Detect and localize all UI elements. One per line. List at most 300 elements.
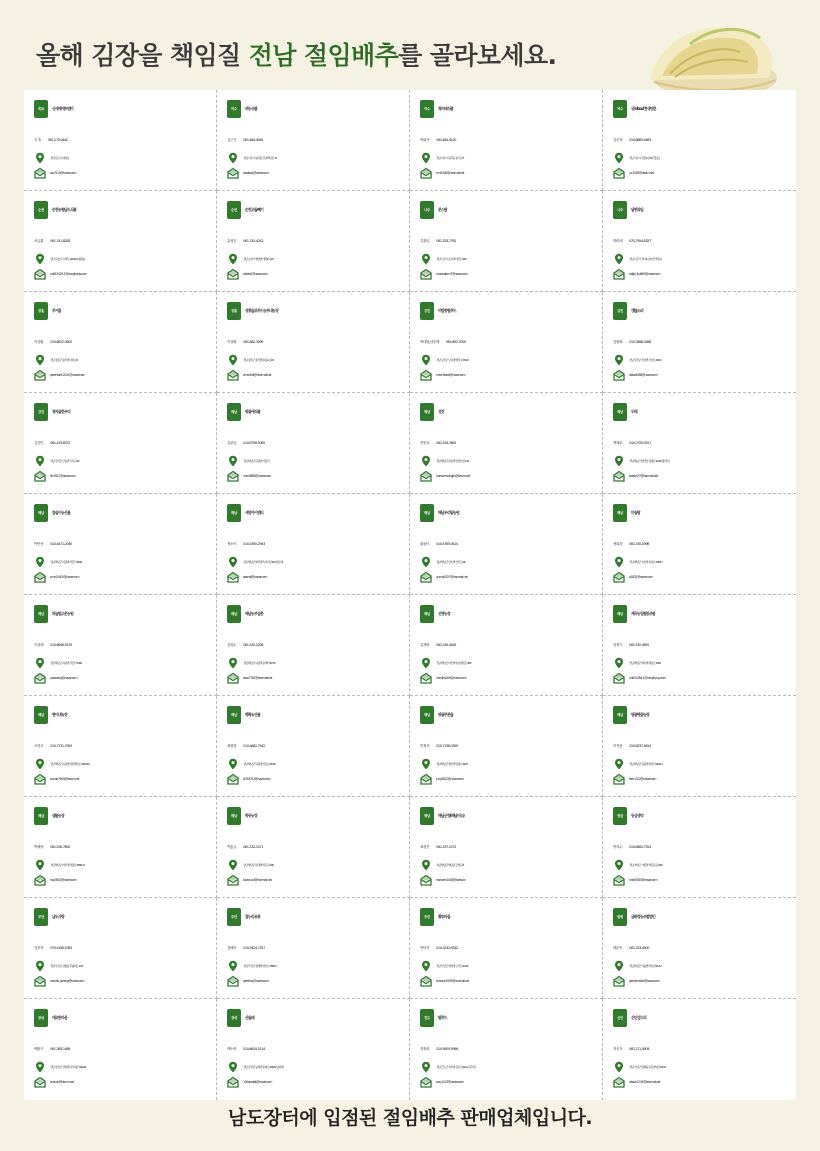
region-badge: 해남 xyxy=(227,504,241,522)
location-pin-icon xyxy=(613,657,625,669)
vendor-address-row xyxy=(34,960,216,972)
email-icon xyxy=(34,874,46,886)
email-icon xyxy=(613,773,625,785)
email-icon xyxy=(613,369,625,381)
vendor-address: 전남 해남군 북평면 서홍리 1619 xyxy=(50,560,82,564)
vendor-email[interactable]: daljjin_fruit89@naver.com xyxy=(629,272,661,276)
vendor-name: 참살이농산물 xyxy=(51,510,71,515)
vendor-contact xyxy=(227,836,409,851)
vendor-title-row xyxy=(227,503,409,523)
contact-person: 백소연 xyxy=(227,1047,237,1051)
phone-number[interactable]: 010-2755-9317 xyxy=(629,441,651,445)
location-pin-icon xyxy=(613,960,625,972)
vendor-address-row xyxy=(34,253,216,265)
vendor-card xyxy=(603,797,796,898)
vendor-email[interactable]: ys-4555@daum.net xyxy=(629,171,654,175)
email-icon xyxy=(420,874,432,886)
vendor-email[interactable]: cml9100@hanmail.net xyxy=(436,171,465,175)
vendor-email[interactable]: ecohan@daum.net xyxy=(50,1080,74,1084)
vendor-name: 팜푸드 xyxy=(437,1015,447,1020)
vendor-email-row xyxy=(34,167,216,179)
vendor-email[interactable]: haenam1004@korea.kr xyxy=(436,878,466,882)
vendor-title-row xyxy=(420,301,602,321)
email-icon xyxy=(227,672,239,684)
email-icon xyxy=(34,268,46,280)
vendor-name: 장흥슬로푸드농부네농장 xyxy=(244,308,279,313)
location-pin-icon xyxy=(613,859,625,871)
vendor-email[interactable]: klh7812@naver.com xyxy=(50,474,76,478)
region-badge: 해남 xyxy=(613,605,627,623)
vendor-card xyxy=(603,292,796,393)
phone-number[interactable]: 061-644-4545 xyxy=(243,138,264,142)
vendor-address: 전남 무안군 청계면 영산로 1893-7 xyxy=(243,964,277,968)
vendor-card xyxy=(24,595,217,696)
phone-number[interactable]: 010-8665-4463 xyxy=(629,138,651,142)
region-badge: 진도 xyxy=(420,1009,434,1027)
email-icon xyxy=(613,470,625,482)
phone-number[interactable]: 061-745-4242 xyxy=(243,239,264,243)
vendor-name: 순천농협남도식품 xyxy=(51,207,77,212)
phone-number[interactable]: 061-532-5891 xyxy=(629,643,650,647)
phone-number[interactable]: 061-741-8283 xyxy=(50,239,71,243)
headline-part2: 를 골라보세요. xyxy=(398,41,557,70)
phone-number[interactable]: 061-862-3999 xyxy=(243,340,264,344)
vendor-address: 전남 순천시 별량면 개랭1길 23 xyxy=(243,257,274,261)
phone-number[interactable]: 061-273-0442 xyxy=(47,138,68,142)
email-icon xyxy=(227,975,239,987)
location-pin-icon xyxy=(420,354,432,366)
vendor-email-row xyxy=(420,571,602,583)
vendor-email[interactable]: soso7787@hanmail.net xyxy=(243,676,273,680)
vendor-name: 미실팜 xyxy=(630,510,640,515)
vendor-email-row xyxy=(227,268,409,280)
vendor-name: 귀농식품 xyxy=(244,106,257,111)
region-badge: 해남 xyxy=(613,504,627,522)
vendor-email[interactable]: geekhw@naver.com xyxy=(243,979,269,983)
email-icon xyxy=(34,167,46,179)
location-pin-icon xyxy=(613,354,625,366)
vendor-email-row xyxy=(420,975,602,987)
vendor-email[interactable]: pms20400@naver.com xyxy=(50,575,80,579)
vendor-contact xyxy=(420,331,602,346)
vendor-name: 선영농장 xyxy=(437,611,450,616)
vendor-email-row xyxy=(34,1076,216,1088)
phone-number[interactable]: 070-4156-5353 xyxy=(50,946,72,950)
vendor-email[interactable]: nh631084-1@nonghyup.com xyxy=(629,676,666,680)
vendor-address: 전남 해남군 옥천면 옥천로 290-17 xyxy=(629,560,663,564)
vendor-card xyxy=(217,595,410,696)
vendor-name: 에코한마음 xyxy=(51,1015,67,1020)
phone-number[interactable]: 061-323-4500 xyxy=(629,946,650,950)
vendor-name: 땅끝햇살농장 xyxy=(630,712,650,717)
vendor-email[interactable]: haenamsungjin@daum.net xyxy=(436,474,470,478)
vendor-title-row xyxy=(227,604,409,624)
vendor-name: 청자골한우리 xyxy=(51,409,71,414)
footer-note: 남도장터에 입점된 절임배추 판매업체입니다. xyxy=(227,1107,593,1129)
phone-number[interactable]: 010-4471-2040 xyxy=(50,542,72,546)
location-pin-icon xyxy=(227,354,239,366)
vendor-address-row xyxy=(34,657,216,669)
location-pin-icon xyxy=(227,960,239,972)
vendor-address-row xyxy=(227,960,409,972)
location-pin-icon xyxy=(227,758,239,770)
location-pin-icon xyxy=(420,758,432,770)
vendor-email-row xyxy=(34,672,216,684)
contact-person: 김순정 xyxy=(613,138,623,142)
vendor-address-row xyxy=(34,455,216,467)
region-badge: 강진 xyxy=(613,302,627,320)
vendor-title-row xyxy=(227,705,409,725)
region-badge: 해남 xyxy=(34,504,48,522)
vendor-card xyxy=(24,797,217,898)
vendor-email-row xyxy=(613,975,796,987)
vendor-email[interactable]: leek1022@naver.com xyxy=(629,777,657,781)
vendor-address: 전남 해남군 화산면 흑석리길 84 (석호리) xyxy=(243,560,283,564)
phone-number[interactable]: 061-534-7661 xyxy=(436,441,457,445)
vendor-title-row xyxy=(613,806,796,826)
phone-number[interactable]: 010-3588-4588 xyxy=(629,340,651,344)
vendor-card xyxy=(24,494,217,595)
phone-number[interactable]: 061-532-2208 xyxy=(243,643,264,647)
vendor-email-row xyxy=(227,369,409,381)
vendor-email-row xyxy=(613,672,796,684)
vendor-card xyxy=(217,999,410,1100)
vendor-address-row xyxy=(420,152,602,164)
location-pin-icon xyxy=(613,1061,625,1073)
headline-highlight: 전남 절임배추 xyxy=(248,41,399,70)
vendor-email[interactable]: p1832@naver.com xyxy=(629,575,653,579)
vendor-email[interactable]: namdo_sarang@naver.com xyxy=(50,979,85,983)
vendor-title-row xyxy=(227,99,409,119)
vendor-address: 전남 해남군 마산면 명량로 2569-17 xyxy=(50,863,85,867)
phone-number[interactable]: 061-892-7000 xyxy=(445,340,466,344)
phone-number[interactable]: 061-535-0098 xyxy=(629,542,650,546)
vendor-address: 전남 해남군 마산면 원호맹진로 365 xyxy=(436,661,471,665)
phone-number[interactable]: 070-7954-8327 xyxy=(629,239,651,243)
location-pin-icon xyxy=(227,859,239,871)
phone-number[interactable]: 010-6610-5114 xyxy=(243,1047,265,1051)
vendor-email-row xyxy=(227,571,409,583)
vendor-address-row xyxy=(613,354,796,366)
contact-person: 강혜욱 xyxy=(227,946,237,950)
vendor-email-row xyxy=(613,1076,796,1088)
vendor-address-row xyxy=(227,556,409,568)
email-icon xyxy=(420,268,432,280)
vendor-email[interactable]: baekjh77@hanmail.net xyxy=(629,474,658,478)
phone-number[interactable]: 061-535-7652 xyxy=(50,845,71,849)
vendor-card xyxy=(410,595,603,696)
email-icon xyxy=(34,571,46,583)
vendor-email[interactable]: hsg7652@naver.com xyxy=(50,878,77,882)
vendor-email[interactable]: powoong@naver.com xyxy=(50,676,78,680)
vendor-title-row xyxy=(613,301,796,321)
vendor-title-row xyxy=(227,907,409,927)
vendor-title-row xyxy=(420,200,602,220)
vendor-contact xyxy=(420,1038,602,1053)
vendor-contact xyxy=(420,937,602,952)
vendor-title-row xyxy=(613,705,796,725)
vendor-email-row xyxy=(227,773,409,785)
contact-person: 황윤미 xyxy=(420,542,430,546)
vendor-address-row xyxy=(420,758,602,770)
contact-person: 김근숙 xyxy=(227,138,237,142)
vendor-email-row xyxy=(613,268,796,280)
phone-number[interactable]: 061-433-6572 xyxy=(50,441,71,445)
vendor-card xyxy=(410,393,603,494)
vendor-email[interactable]: wlswk1234@hanmail.net xyxy=(629,1080,661,1084)
vendor-card xyxy=(603,898,796,999)
vendor-card xyxy=(217,191,410,292)
phone-number[interactable]: 010-5609-5956 xyxy=(436,1047,458,1051)
headline-part1: 올해 김장을 책임질 xyxy=(36,41,249,70)
location-pin-icon xyxy=(227,152,239,164)
vendor-email[interactable]: zmedical@hanmail.net xyxy=(243,373,272,377)
vendor-address-row xyxy=(34,556,216,568)
vendor-card xyxy=(24,191,217,292)
contact-person: 유성진 xyxy=(227,239,237,243)
vendor-card xyxy=(217,494,410,595)
phone-number[interactable]: 010-5350-2943 xyxy=(243,542,265,546)
contact-person: 공 홀 xyxy=(34,138,41,142)
vendor-title-row xyxy=(34,705,216,725)
phone-number[interactable]: 061-644-9100 xyxy=(436,138,457,142)
contact-person: 정소이 xyxy=(227,542,237,546)
vendor-email[interactable]: mjm0880@naver.com xyxy=(243,474,271,478)
phone-number[interactable]: 061-537-1472 xyxy=(436,845,457,849)
vendor-card xyxy=(410,898,603,999)
email-icon xyxy=(34,369,46,381)
vendor-email[interactable]: j5353332@naver.com xyxy=(243,777,271,781)
contact-person: 민정현 xyxy=(420,744,430,748)
vendor-grid xyxy=(24,90,796,1100)
vendor-contact xyxy=(420,735,602,750)
vendor-email-row xyxy=(227,167,409,179)
email-icon xyxy=(34,1076,46,1088)
location-pin-icon xyxy=(613,455,625,467)
vendor-contact xyxy=(227,230,409,245)
email-icon xyxy=(613,268,625,280)
vendor-name: 신안섬드리 xyxy=(630,1015,646,1020)
vendor-contact xyxy=(420,230,602,245)
vendor-address-row xyxy=(613,859,796,871)
region-badge: 장성 xyxy=(34,1009,48,1027)
vendor-card xyxy=(410,999,603,1100)
vendor-email-row xyxy=(613,773,796,785)
vendor-email[interactable]: bory1023@naver.com xyxy=(436,1080,464,1084)
vendor-email[interactable]: jung3622@naver.com xyxy=(436,777,464,781)
vendor-address: 전남 여수시 만흥2길 9 (만흥동) xyxy=(629,156,660,160)
vendor-address: 전남 해남군 산이면 진산길 18 xyxy=(436,560,466,564)
email-icon xyxy=(34,672,46,684)
email-icon xyxy=(613,1076,625,1088)
contact-person: 이상환 xyxy=(227,340,237,344)
phone-number[interactable]: 010-4662-7542 xyxy=(243,744,265,748)
vendor-email[interactable]: bondo7955@daum.net xyxy=(50,777,80,781)
vendor-address: 전남 강진군 도암면 해강로 653-9 xyxy=(436,358,469,362)
vendor-name: 달찐과일 xyxy=(630,207,643,212)
vendor-email[interactable]: bluecucci@hanmail.net xyxy=(243,878,272,882)
vendor-address-row xyxy=(613,657,796,669)
phone-number[interactable]: 010-8756-5065 xyxy=(243,441,265,445)
vendor-email[interactable]: 100qoraltjs@naver.com xyxy=(243,1080,273,1084)
vendor-email[interactable]: gkdntmwkd@naver.com xyxy=(629,979,660,983)
contact-person: 김량희 xyxy=(613,340,623,344)
phone-number[interactable]: 010-6237-5614 xyxy=(629,744,651,748)
vendor-email[interactable]: miramfood@naver.com xyxy=(436,373,466,377)
vendor-card xyxy=(603,595,796,696)
vendor-contact xyxy=(34,836,216,851)
vendor-title-row xyxy=(227,1008,409,1028)
contact-person: 안종옥 xyxy=(420,441,430,445)
contact-person: 백완기 xyxy=(34,1047,44,1051)
vendor-address: 전남 여수시 돌산읍 강남해안로 31 xyxy=(243,156,277,160)
headline xyxy=(36,36,556,72)
vendor-contact xyxy=(34,735,216,750)
region-badge: 강진 xyxy=(34,403,48,421)
vendor-name: 청미래식품 xyxy=(437,106,453,111)
vendor-email[interactable]: aaafood@naver.com xyxy=(243,171,269,175)
vendor-address-row xyxy=(34,859,216,871)
vendor-address-row xyxy=(613,152,796,164)
vendor-email-row xyxy=(227,672,409,684)
vendor-title-row xyxy=(420,604,602,624)
vendor-email[interactable]: ssp7119@naver.com xyxy=(50,171,77,175)
contact-person: 허정화 xyxy=(420,1047,430,1051)
location-pin-icon xyxy=(420,455,432,467)
vendor-name: 산들래 xyxy=(244,1015,254,1020)
vendor-contact xyxy=(420,836,602,851)
vendor-email[interactable]: sakda2@naver.com xyxy=(243,272,268,276)
vendor-address: 전남 해남군 해남읍 군청길 4 xyxy=(436,863,464,867)
vendor-name: 황토마을 xyxy=(437,914,450,919)
vendor-contact xyxy=(227,1038,409,1053)
contact-person: 백재호 xyxy=(613,441,623,445)
vendor-contact xyxy=(34,937,216,952)
region-badge: 나주 xyxy=(420,201,434,219)
vendor-card xyxy=(217,696,410,797)
email-icon xyxy=(420,672,432,684)
email-icon xyxy=(613,874,625,886)
email-icon xyxy=(420,1076,432,1088)
email-icon xyxy=(34,773,46,785)
vendor-address-row xyxy=(420,960,602,972)
location-pin-icon xyxy=(34,1061,46,1073)
region-badge: 해남 xyxy=(227,605,241,623)
vendor-email-row xyxy=(420,1076,602,1088)
vendor-email-row xyxy=(227,874,409,886)
vendor-title-row xyxy=(420,99,602,119)
vendor-email[interactable]: didwl4588@naver.com xyxy=(629,373,658,377)
vendor-email[interactable]: moonsfarm7@naver.com xyxy=(436,272,468,276)
phone-number[interactable]: 010-8462-7554 xyxy=(629,845,651,849)
vendor-address-row xyxy=(227,354,409,366)
vendor-name: 두레 xyxy=(630,409,637,414)
vendor-card xyxy=(410,696,603,797)
vendor-address: 전남 해남군 북평면 땅끝해안로 3283-12 xyxy=(50,762,90,766)
vendor-contact xyxy=(613,230,796,245)
vendor-email-row xyxy=(420,874,602,886)
vendor-email-row xyxy=(227,1076,409,1088)
contact-person: 박미례 xyxy=(613,239,623,243)
vendor-address-row xyxy=(613,1061,796,1073)
vendor-address-row xyxy=(227,859,409,871)
vendor-name: 푸거름 xyxy=(51,308,61,313)
phone-number[interactable]: 061-333-7781 xyxy=(436,239,457,243)
vendor-email-row xyxy=(420,268,602,280)
vendor-contact xyxy=(420,533,602,548)
region-badge: 장흥 xyxy=(227,302,241,320)
vendor-name: 문스팜 xyxy=(437,207,447,212)
contact-person: 김강민 xyxy=(34,441,44,445)
vendor-title-row xyxy=(420,907,602,927)
vendor-title-row xyxy=(34,604,216,624)
vendor-address-row xyxy=(227,455,409,467)
vendor-email[interactable]: soimall@naver.com xyxy=(243,575,268,579)
vendor-panel xyxy=(24,90,796,1100)
vendor-name: 학동농장 xyxy=(244,813,257,818)
vendor-contact xyxy=(34,129,216,144)
vendor-card xyxy=(24,90,217,191)
phone-number[interactable]: 010-6648-9219 xyxy=(50,643,72,647)
vendor-contact xyxy=(227,937,409,952)
phone-number[interactable]: 010-3232-6332 xyxy=(436,946,458,950)
vendor-contact xyxy=(613,634,796,649)
vendor-title-row xyxy=(420,806,602,826)
vendor-card xyxy=(24,696,217,797)
region-badge: 여수 xyxy=(613,100,627,118)
vendor-email[interactable]: greenfarm2021@naver.com xyxy=(50,373,85,377)
vendor-email[interactable]: mkje3545@naver.com xyxy=(629,878,658,882)
region-badge: 여수 xyxy=(227,100,241,118)
location-pin-icon xyxy=(227,455,239,467)
vendor-card xyxy=(24,393,217,494)
vendor-email[interactable]: anssine1935@hanmail.net xyxy=(436,979,469,983)
vendor-contact xyxy=(613,129,796,144)
phone-number[interactable]: 010-4765-9414 xyxy=(436,542,458,546)
phone-number[interactable]: 061-534-4445 xyxy=(436,643,457,647)
email-icon xyxy=(227,268,239,280)
email-icon xyxy=(34,975,46,987)
phone-number[interactable]: 061-393-1489 xyxy=(50,1047,71,1051)
region-badge: 무안 xyxy=(227,908,241,926)
email-icon xyxy=(227,874,239,886)
contact-person: 이경용 xyxy=(613,744,623,748)
vendor-name: 행복농산물 xyxy=(244,712,260,717)
vendor-email[interactable]: nh615029-1@nonghyup.com xyxy=(50,272,87,276)
location-pin-icon xyxy=(227,556,239,568)
vendor-title-row xyxy=(227,806,409,826)
vendor-name: 갯뜰소리 xyxy=(630,308,643,313)
vendor-email[interactable]: namiki1206@naver.com xyxy=(436,676,467,680)
vendor-contact xyxy=(227,331,409,346)
phone-number[interactable]: 061-271-4904 xyxy=(629,1047,650,1051)
vendor-email-row xyxy=(613,571,796,583)
vendor-email[interactable]: yunmi1927@hanmail.net xyxy=(436,575,468,579)
vendor-address-row xyxy=(613,556,796,568)
location-pin-icon xyxy=(34,657,46,669)
contact-person: 박희석 xyxy=(420,138,430,142)
vendor-address: 전남 해남군 북평면 서홍리 xyxy=(243,459,270,463)
phone-number[interactable]: 010-7138-0359 xyxy=(436,744,458,748)
phone-number[interactable]: 010-6872-0902 xyxy=(50,340,72,344)
contact-person: 박혜정 xyxy=(34,845,44,849)
vendor-name: 해남우리밀농원 xyxy=(437,510,460,515)
phone-number[interactable]: 010-7731-7955 xyxy=(50,744,72,748)
phone-number[interactable]: 061-532-1471 xyxy=(243,845,264,849)
vendor-address: 전남 신안군 압해읍 송림양일길 53-22 xyxy=(629,1065,666,1069)
vendor-title-row xyxy=(34,1008,216,1028)
phone-number[interactable]: 010-9424-7257 xyxy=(243,946,265,950)
